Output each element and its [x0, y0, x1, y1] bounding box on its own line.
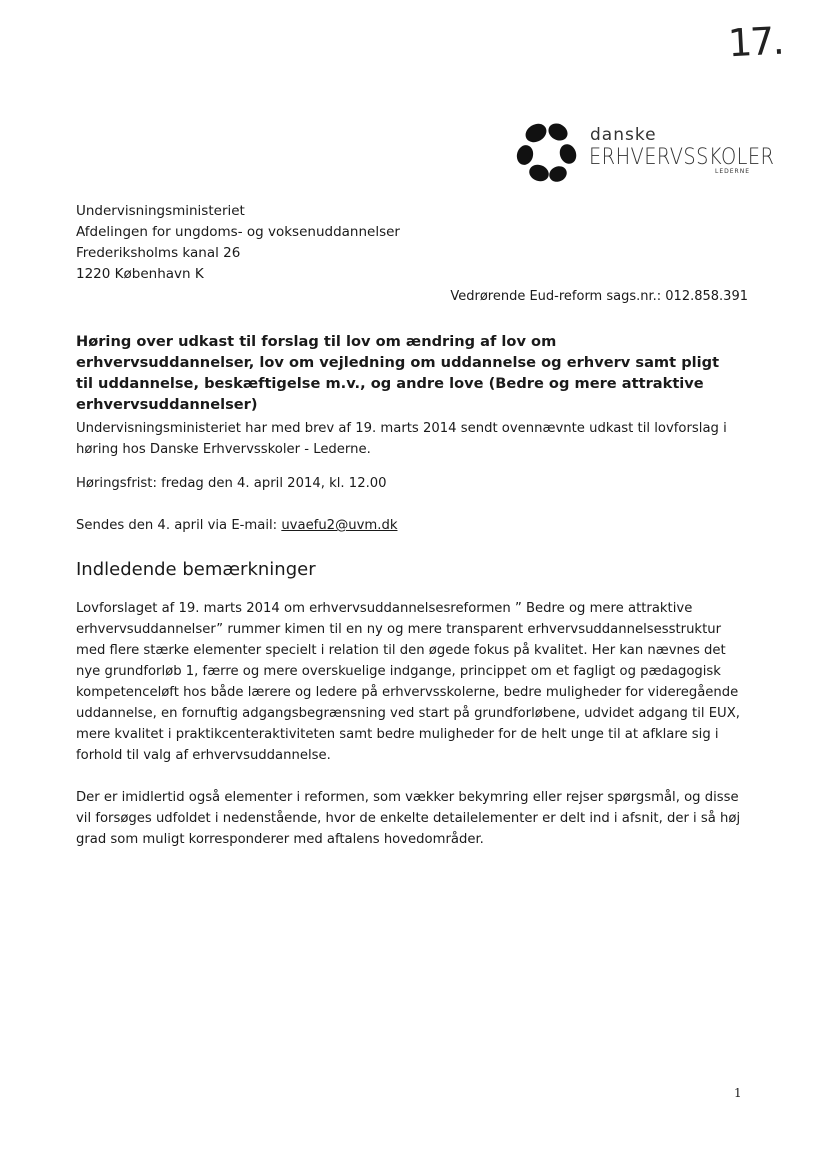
logo-text-danske: danske — [590, 125, 657, 145]
body-paragraph: Der er imidlertid også elementer i reformen, som vækker bekymring eller rejser spørgsmål, og disse vil forsøges udfoldet i nedenstående, hvor de enkelte detailelementer er delt ind i afsnit, der i så høj grad som muligt korresponderer med aftalens hovedområder. — [76, 790, 741, 847]
body-paragraph: Lovforslaget af 19. marts 2014 om erhvervsuddannelsesreformen ” Bedre og mere attraktive erhvervsuddannelser” rummer kimen til en ny og mere transparent erhvervsuddannelsesstruktur med flere stærke elementer specielt i relation til den øgede fokus på kvalitet. Her kan nævnes det nye grundforløb 1, færre og mere overskuelige indgange, princippet om et fagligt og pædagogisk kompetenceløft hos både lærere og ledere på erhvervsskolerne, bedre muligheder for videregående uddannelse, en fornuftig adgangsbegrænsning ved start på grundforløbene, udvidet adgang til EUX, mere kvalitet i praktikcenteraktiviteten samt bedre muligheder for de helt unge til at afklare sig i forhold til valg af erhvervsuddannelse. — [76, 601, 740, 763]
address-line: 1220 København K — [76, 266, 204, 282]
recipient-address — [76, 201, 400, 285]
email-link[interactable]: uvaefu2@uvm.dk — [281, 518, 398, 533]
logo-text-lederne: LEDERNE — [715, 168, 750, 175]
send-prefix: Sendes den 4. april via E-mail: — [76, 518, 282, 533]
address-line: Afdelingen for ungdoms- og voksenuddannelser — [76, 224, 400, 240]
intro-paragraph: Undervisningsministeriet har med brev af 19. marts 2014 sendt ovennævnte udkast til lovforslag i høring hos Danske Erhvervsskoler - Lederne. — [76, 421, 727, 457]
organization-logo — [512, 118, 775, 184]
page-number: 1 — [734, 1086, 742, 1100]
section-heading: Indledende bemærkninger — [76, 559, 316, 580]
document-title: Høring over udkast til forslag til lov om ændring af lov om erhvervsuddannelser, lov om vejledning om uddannelse og erhverv samt pligt til uddannelse, beskæftigelse m.v., og andre love (Bedre og mere attraktive erhvervsuddannelser) — [76, 333, 720, 413]
deadline-line: Høringsfrist: fredag den 4. april 2014, kl. 12.00 — [76, 476, 387, 491]
address-line: Undervisningsministeriet — [76, 203, 245, 219]
logo-text-erhvervsskoler: ERHVERVSSKOLER — [589, 145, 775, 170]
handwritten-page-note: 17. — [726, 18, 784, 66]
send-line — [76, 515, 752, 536]
flower-logo-icon — [512, 118, 582, 184]
address-line: Frederiksholms kanal 26 — [76, 245, 241, 261]
case-reference: Vedrørende Eud-reform sags.nr.: 012.858.391 — [450, 289, 748, 304]
